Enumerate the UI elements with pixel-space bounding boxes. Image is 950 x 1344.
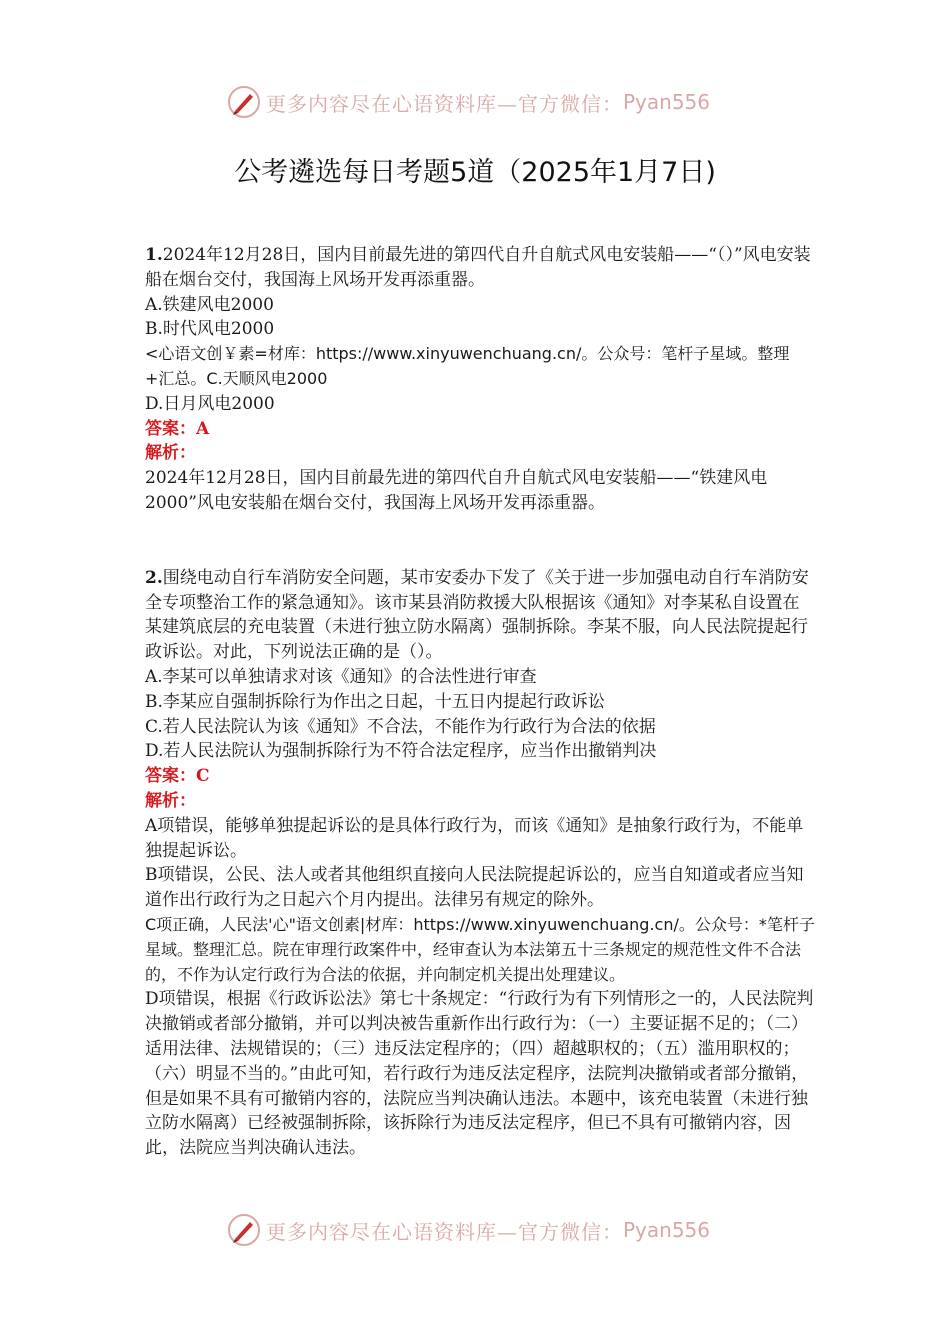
pen-logo-icon [226, 84, 262, 120]
question-2-stem [145, 566, 815, 665]
question-number: 1. [145, 245, 163, 265]
question-number: 2. [145, 567, 163, 588]
answer: 答案：A [145, 418, 210, 439]
analysis-text: 2024年12月28日，国内目前最先进的第四代自升自航式风电安装船——“铁建风电2000”风电安装船在烟台交付，我国海上风场开发再添重器。 [145, 468, 768, 513]
watermark-note: <心语文创￥素=材库：https://www.xinyuwenchuang.cn/。公众号：笔杆子星域。整理+汇总。C.天顺风电2000 [145, 344, 790, 388]
analysis-label: 解析： [145, 790, 196, 811]
answer: 答案：C [145, 766, 210, 787]
analysis-label: 解析： [145, 443, 196, 464]
footer-watermark [226, 1210, 710, 1250]
option-a: A.李某可以单独请求对该《通知》的合法性进行审查 [145, 666, 537, 687]
stem-text: 2024年12月28日，国内目前最先进的第四代自升自航式风电安装船——“（）”风电安装船在烟台交付，我国海上风场开发再添重器。 [145, 245, 811, 290]
document-body [145, 243, 815, 1161]
option-b: B.时代风电2000 [145, 319, 275, 340]
stem-text: 围绕电动自行车消防安全问题，某市安委办下发了《关于进一步加强电动自行车消防安全专项整治工作的紧急通知》。该市某县消防救援大队根据该《通知》对李某私自设置在某建筑底层的充电装置（未进行独立防水隔离）强制拆除。李某不服，向人民法院提起行政诉讼。对此，下列说法正确的是（）。 [145, 567, 809, 663]
option-c: C.若人民法院认为该《通知》不合法，不能作为行政行为合法的依据 [145, 716, 656, 737]
analysis-d: D项错误，根据《行政诉讼法》第七十条规定：“行政行为有下列情形之一的，人民法院判决撤销或者部分撤销，并可以判决被告重新作出行政行为：（一）主要证据不足的；（二）适用法律、法规错误的；（三）违反法定程序的；（四）超越职权的；（五）滥用职权的；（六）明显不当的。”由此可知，若行政行为违反法定程序，法院判决撤销或者部分撤销，但是如果不具有可撤销内容的，法院应当判决确认违法。本题中，该充电装置（未进行独立防水隔离）已经被强制拆除，该拆除行为违反法定程序，但已不具有可撤销内容，因此，法院应当判决确认违法。 [145, 989, 814, 1159]
question-1-stem [145, 243, 815, 293]
option-b: B.李某应自强制拆除行为作出之日起，十五日内提起行政诉讼 [145, 691, 605, 712]
analysis-c: C项正确，人民法'心"语文创素|材库：https://www.xinyuwenchuang.cn/。公众号：*笔杆子星域。整理汇总。院在审理行政案件中，经审查认为本法第五十三条规定的规范性文件不合法的，不作为认定行政行为合法的依据，并向制定机关提出处理建议。 [145, 914, 815, 984]
pen-logo-icon [226, 1212, 262, 1248]
option-d: D.日月风电2000 [145, 393, 275, 414]
header-slogan: 更多内容尽在心语资料库—官方微信： [266, 91, 623, 116]
option-d: D.若人民法院认为强制拆除行为不符合法定程序，应当作出撤销判决 [145, 741, 657, 762]
option-a: A.铁建风电2000 [145, 294, 274, 315]
analysis-a: A项错误，能够单独提起诉讼的是具体行政行为，而该《通知》是抽象行政行为，不能单独提起诉讼。 [145, 815, 804, 861]
analysis-b: B项错误，公民、法人或者其他组织直接向人民法院提起诉讼的，应当自知道或者应当知道作出行政行为之日起六个月内提出。法律另有规定的除外。 [145, 865, 804, 911]
header-watermark [226, 82, 710, 122]
footer-wechat-id: Pyan556 [623, 1218, 711, 1242]
header-wechat-id: Pyan556 [623, 90, 711, 114]
page-title: 公考遴选每日考题5道（2025年1月7日) [234, 157, 716, 188]
footer-slogan: 更多内容尽在心语资料库—官方微信： [266, 1219, 623, 1244]
